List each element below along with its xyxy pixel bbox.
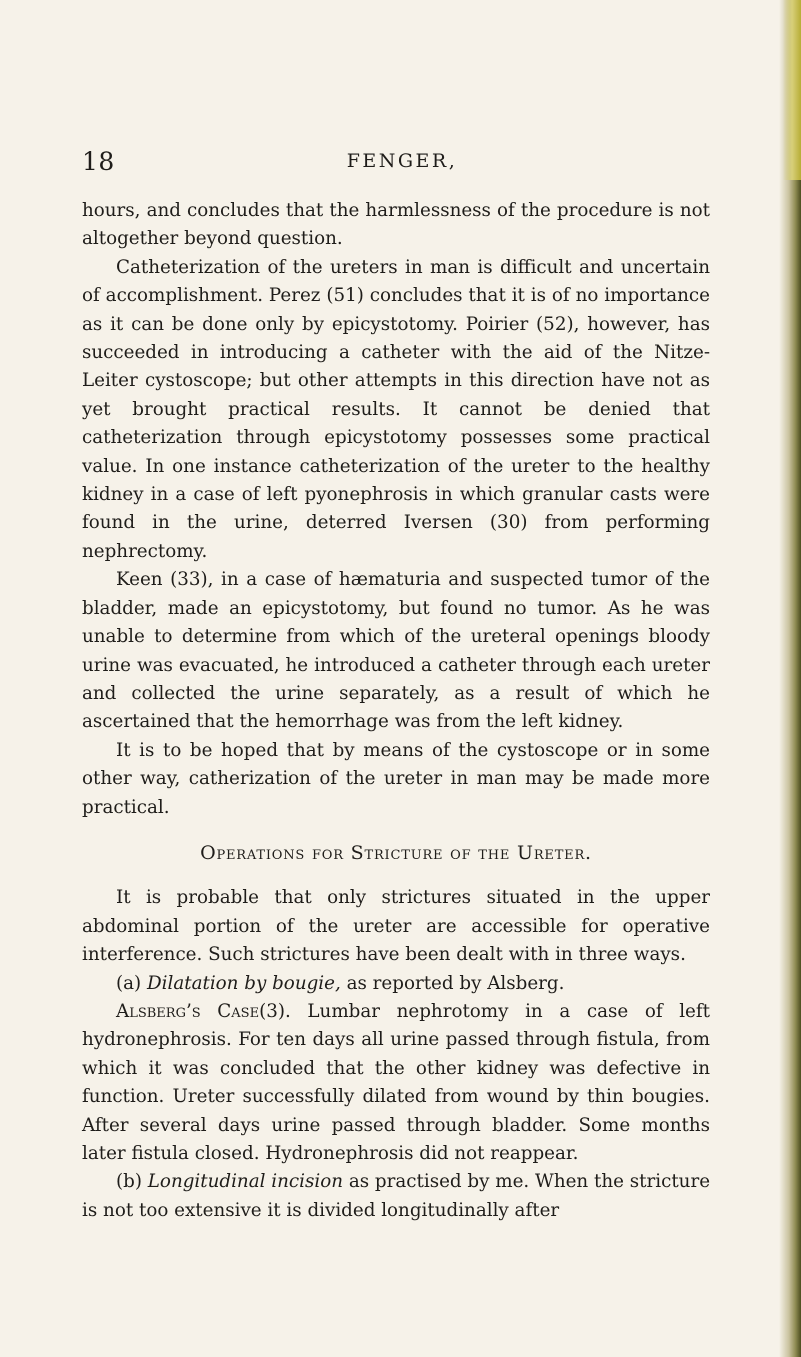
paragraph-continuation: hours, and concludes that the harmlessness of the procedure is not altogether beyond question. <box>82 200 710 250</box>
paragraph-strictures: It is probable that only strictures situated in the upper abdominal portion of the ureter are accessible for operative interference. Such strictures have been dealt with in three ways. <box>82 887 710 966</box>
paragraph-keen: Keen (33), in a case of hæmaturia and suspected tumor of the bladder, made an epicystotomy, but found no tumor. As he was unable to determine from which of the ureteral openings bloody urine was evacuated, he introduced a catheter through each ureter and collected the urine separately, as a result of which he ascertained that the hemorrhage was from the left kidney. <box>82 569 710 733</box>
paragraph-catheterization: Catheterization of the ureters in man is difficult and uncertain of accomplishment. Perez (51) concludes that it is of no importance as it can be done only by epicystotomy. Poirier (52), however, has succeeded in introducing a catheter with the aid of the Nitze-Leiter cystoscope; but other attempts in this direction have not as yet brought practical results. It cannot be denied that catheterization through epicystotomy possesses some practical value. In one instance catheterization of the ureter to the healthy kidney in a case of left pyonephrosis in which granular casts were found in the urine, deterred Iversen (30) from performing nephrectomy. <box>82 256 710 562</box>
page-number: 18 <box>82 147 115 176</box>
body-text <box>82 197 710 1225</box>
dilatation-text: as reported by Alsberg. <box>346 972 565 994</box>
list-label-b: (b) <box>116 1171 142 1193</box>
running-title: FENGER, <box>346 150 458 172</box>
paragraph-alsberg-case <box>82 998 710 1168</box>
paragraph-longitudinal <box>82 1168 710 1225</box>
paragraph-cystoscope-hope: It is to be hoped that by means of the cystoscope or in some other way, catherization of the ureter in man may be made more practical. <box>82 739 710 818</box>
page-edge-stain <box>783 0 801 180</box>
case-text: Lumbar nephrotomy in a case of left hydronephrosis. For ten days all urine passed through fistula, from which it was concluded that the other kidney was defective in function. Ureter successfully dilated from wound by thin bougies. After several days urine passed through bladder. Some months later fistula closed. Hydronephrosis did not reappear. <box>82 1000 710 1164</box>
dilatation-title: Dilatation by bougie, <box>146 972 341 994</box>
longitudinal-title: Longitudinal incision <box>147 1171 343 1193</box>
case-reference: (3). <box>259 1000 291 1022</box>
running-head <box>82 147 722 177</box>
section-heading: Operations for Stricture of the Ureter. <box>200 841 592 864</box>
page-edge-shadow <box>779 0 801 1357</box>
longitudinal-text: as practised by me. When the stricture is not too extensive it is divided longitudinally after <box>82 1171 711 1221</box>
case-title: Alsberg’s Case <box>116 1000 260 1022</box>
list-label-a: (a) <box>116 972 142 994</box>
paragraph-dilatation <box>82 970 710 998</box>
